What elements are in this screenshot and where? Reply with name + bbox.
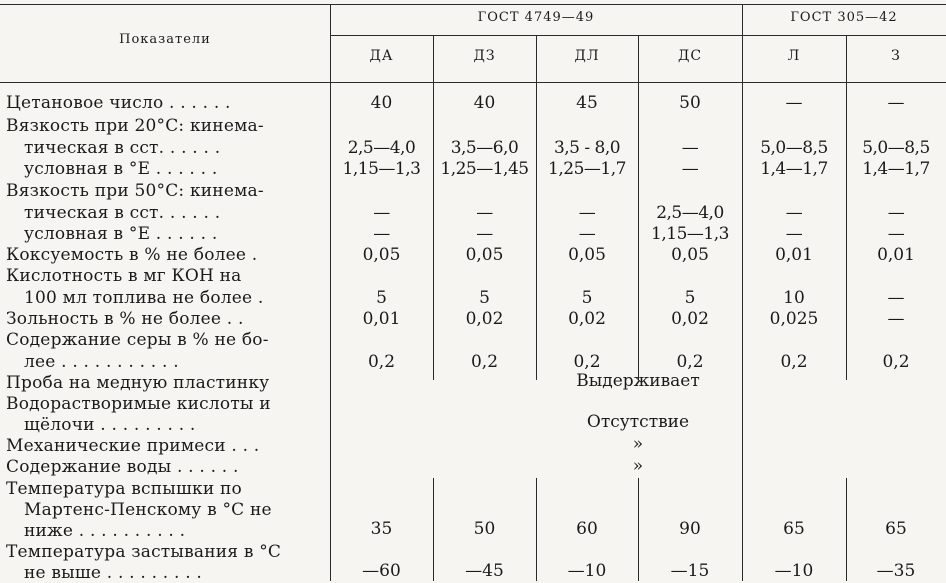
- label-acidity-2: 100 мл топлива не более .: [24, 288, 264, 308]
- cell-flash-da: 35: [370, 519, 393, 539]
- cell-ash-dz: 0,02: [465, 309, 504, 329]
- cell-cetane-da: 40: [370, 93, 393, 113]
- cell-visc20cond-z: 1,4—1,7: [862, 159, 930, 179]
- label-water-soluble: Водорастворимые кислоты и: [6, 394, 271, 414]
- cell-sulfur-da: 0,2: [367, 352, 396, 372]
- label-sulfur: Содержание серы в % не бо-: [6, 330, 269, 350]
- cell-acidity-da: 5: [376, 288, 387, 308]
- label-visc50-cond: условная в °Е . . . . . .: [24, 224, 218, 244]
- cell-visc50cond-da: —: [373, 224, 390, 244]
- cell-ash-ds: 0,02: [671, 309, 709, 329]
- cell-visc20kin-dz: 3,5—6,0: [450, 138, 519, 158]
- cell-sulfur-dl: 0,2: [573, 352, 601, 372]
- cell-visc50cond-ds: 1,15—1,3: [651, 224, 729, 244]
- label-pour-2: не выше . . . . . . . . .: [24, 563, 203, 583]
- cell-flash-dz: 50: [473, 519, 496, 539]
- label-pour: Температура застывания в °С: [6, 542, 282, 562]
- label-flash-3: ниже . . . . . . . . . .: [24, 521, 186, 541]
- cell-visc20kin-l: 5,0—8,5: [760, 138, 828, 158]
- label-visc20-cond: условная в °Е . . . . . .: [24, 159, 218, 179]
- cell-pour-da: —60: [362, 561, 401, 581]
- cell-sulfur-l: 0,2: [780, 352, 808, 372]
- label-flash-2: Мартенс-Пенскому в °С не: [24, 500, 272, 520]
- cell-pour-dl: —10: [567, 561, 607, 581]
- cell-pour-ds: —15: [670, 561, 710, 581]
- cell-cetane-dz: 40: [473, 93, 496, 113]
- cell-sulfur-dz: 0,2: [470, 352, 499, 372]
- cell-visc20kin-dl: 3,5 - 8,0: [553, 138, 621, 158]
- label-visc20-kin: тическая в сст. . . . . .: [24, 138, 221, 158]
- top-rule: [0, 4, 946, 5]
- cell-visc50kin-da: —: [373, 203, 390, 223]
- cell-visc50kin-ds: 2,5—4,0: [656, 203, 724, 223]
- cell-acidity-z: —: [887, 288, 905, 308]
- label-cetane: Цетановое число . . . . . .: [6, 93, 231, 113]
- cell-acidity-dl: 5: [581, 288, 593, 308]
- span-water: »: [632, 456, 644, 476]
- label-water-soluble-2: щёлочи . . . . . . . . .: [24, 415, 196, 435]
- cell-cetane-ds: 50: [679, 93, 701, 113]
- cell-coke-dz: 0,05: [465, 245, 504, 265]
- cell-coke-da: 0,05: [362, 245, 401, 265]
- cell-visc20cond-l: 1,4—1,7: [760, 159, 828, 179]
- cell-flash-z: 65: [885, 519, 907, 539]
- cell-pour-dz: —45: [465, 561, 504, 581]
- cell-visc20cond-dl: 1,25—1,7: [548, 159, 626, 179]
- grade-dl: ДЛ: [574, 48, 600, 64]
- cell-visc50kin-z: —: [887, 203, 905, 223]
- grade-da: ДА: [369, 48, 394, 64]
- span-copper: Выдерживает: [576, 371, 700, 391]
- label-ash: Зольность в % не более . .: [6, 309, 244, 329]
- cell-visc50cond-dl: —: [578, 224, 596, 244]
- grade-ds: ДС: [677, 48, 703, 64]
- cell-cetane-l: —: [785, 93, 803, 113]
- cell-coke-z: 0,01: [877, 245, 915, 265]
- label-sulfur-2: лее . . . . . . . . . . .: [24, 352, 179, 372]
- header-bottom-rule: [0, 82, 946, 83]
- cell-flash-l: 65: [783, 519, 805, 539]
- cell-pour-l: —10: [774, 561, 814, 581]
- label-visc50: Вязкость при 50°С: кинема-: [6, 181, 264, 201]
- cell-visc20cond-ds: —: [681, 159, 699, 179]
- cell-coke-l: 0,01: [775, 245, 813, 265]
- grade-dz: ДЗ: [473, 48, 496, 64]
- label-coke: Коксуемость в % не более .: [6, 245, 258, 265]
- grade-z: З: [891, 48, 901, 64]
- cell-visc20kin-da: 2,5—4,0: [347, 138, 416, 158]
- cell-visc20kin-ds: —: [681, 138, 699, 158]
- cell-visc50kin-l: —: [785, 203, 803, 223]
- label-water: Содержание воды . . . . . .: [6, 457, 239, 477]
- cell-acidity-dz: 5: [479, 288, 490, 308]
- grade-l: Л: [787, 48, 801, 64]
- span-mech: »: [632, 434, 644, 454]
- label-copper: Проба на медную пластинку: [6, 373, 270, 393]
- cell-sulfur-z: 0,2: [882, 352, 910, 372]
- cell-visc20cond-da: 1,15—1,3: [342, 159, 421, 179]
- cell-coke-dl: 0,05: [568, 245, 606, 265]
- label-mech: Механические примеси . . .: [6, 436, 260, 456]
- cell-acidity-l: 10: [783, 288, 805, 308]
- cell-visc50cond-dz: —: [476, 224, 493, 244]
- cell-ash-z: —: [887, 309, 905, 329]
- cell-visc50kin-dz: —: [476, 203, 493, 223]
- cell-ash-l: 0,025: [769, 309, 819, 329]
- cell-acidity-ds: 5: [684, 288, 696, 308]
- cell-visc20cond-dz: 1,25—1,45: [440, 159, 529, 179]
- header-indicators: Показатели: [119, 32, 211, 47]
- cell-visc20kin-z: 5,0—8,5: [862, 138, 930, 158]
- label-visc20: Вязкость при 20°С: кинема-: [6, 116, 264, 136]
- cell-cetane-dl: 45: [576, 93, 598, 113]
- label-flash: Температура вспышки по: [6, 479, 242, 499]
- cell-ash-da: 0,01: [362, 309, 401, 329]
- cell-pour-z: —35: [876, 561, 916, 581]
- label-acidity: Кислотность в мг КОН на: [6, 266, 242, 286]
- label-visc50-kin: тическая в сст. . . . . .: [24, 203, 221, 223]
- cell-cetane-z: —: [887, 93, 905, 113]
- cell-ash-dl: 0,02: [568, 309, 606, 329]
- cell-flash-dl: 60: [576, 519, 598, 539]
- header-gost-b: ГОСТ 305—42: [790, 10, 898, 25]
- span-water-soluble: Отсутствие: [586, 412, 690, 432]
- cell-visc50kin-dl: —: [578, 203, 596, 223]
- cell-sulfur-ds: 0,2: [676, 352, 704, 372]
- cell-visc50cond-z: —: [887, 224, 905, 244]
- header-gost-a: ГОСТ 4749—49: [477, 10, 595, 25]
- cell-flash-ds: 90: [679, 519, 701, 539]
- cell-coke-ds: 0,05: [671, 245, 709, 265]
- cell-visc50cond-l: —: [785, 224, 803, 244]
